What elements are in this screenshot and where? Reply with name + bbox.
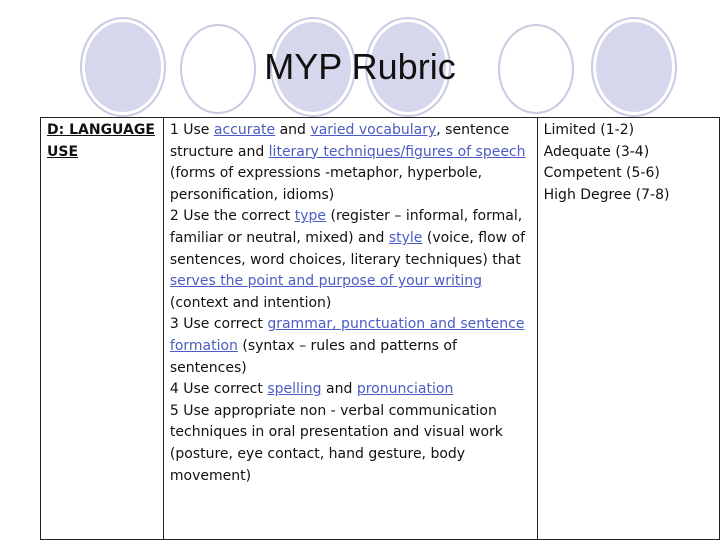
highlight-term: accurate bbox=[213, 122, 276, 138]
level-label: Competent (5-6) bbox=[543, 165, 660, 182]
criterion-label: USE bbox=[47, 143, 79, 160]
highlight-term: style bbox=[388, 229, 423, 246]
level-label: High Degree (7-8) bbox=[543, 186, 670, 203]
highlight-term: type bbox=[294, 208, 327, 225]
highlight-term: grammar, punctuation and sentence formation bbox=[169, 316, 525, 354]
rubric-table bbox=[40, 117, 720, 540]
level-label: Adequate (3-4) bbox=[543, 143, 650, 160]
descriptor-item: 2 Use the correct type (register – informal, formal, familiar or neutral, mixed) and style (voice, flow of sentences, word choices, literary techniques) that serves the point and purpose of your writing (context and intention) bbox=[169, 208, 526, 311]
criterion-cell bbox=[41, 118, 164, 540]
highlight-term: pronunciation bbox=[356, 381, 454, 398]
descriptor-item: 4 Use correct spelling and pronunciation bbox=[169, 381, 454, 398]
page-title: MYP Rubric bbox=[264, 46, 456, 87]
table-row bbox=[41, 118, 720, 540]
descriptor-cell bbox=[163, 118, 537, 540]
descriptor-item: 5 Use appropriate non - verbal communication techniques in oral presentation and visual work (posture, eye contact, hand gesture, body movement) bbox=[169, 402, 503, 484]
descriptor-item: 3 Use correct grammar, punctuation and sentence formation (syntax – rules and patterns of sentences) bbox=[169, 316, 525, 376]
highlight-term: spelling bbox=[267, 381, 322, 398]
level-label: Limited (1-2) bbox=[543, 122, 635, 138]
highlight-term: serves the point and purpose of your writing bbox=[169, 273, 482, 290]
highlight-term: varied vocabulary bbox=[310, 122, 437, 138]
highlight-term: literary techniques/figures of speech bbox=[268, 143, 526, 160]
criterion-label: D: LANGUAGE bbox=[47, 122, 155, 138]
descriptor-item: 1 Use accurate and varied vocabulary, sentence structure and literary techniques/figures of speech (forms of expressions -metaphor, hyperbole, personification, idioms) bbox=[169, 122, 526, 203]
levels-cell bbox=[537, 118, 719, 540]
